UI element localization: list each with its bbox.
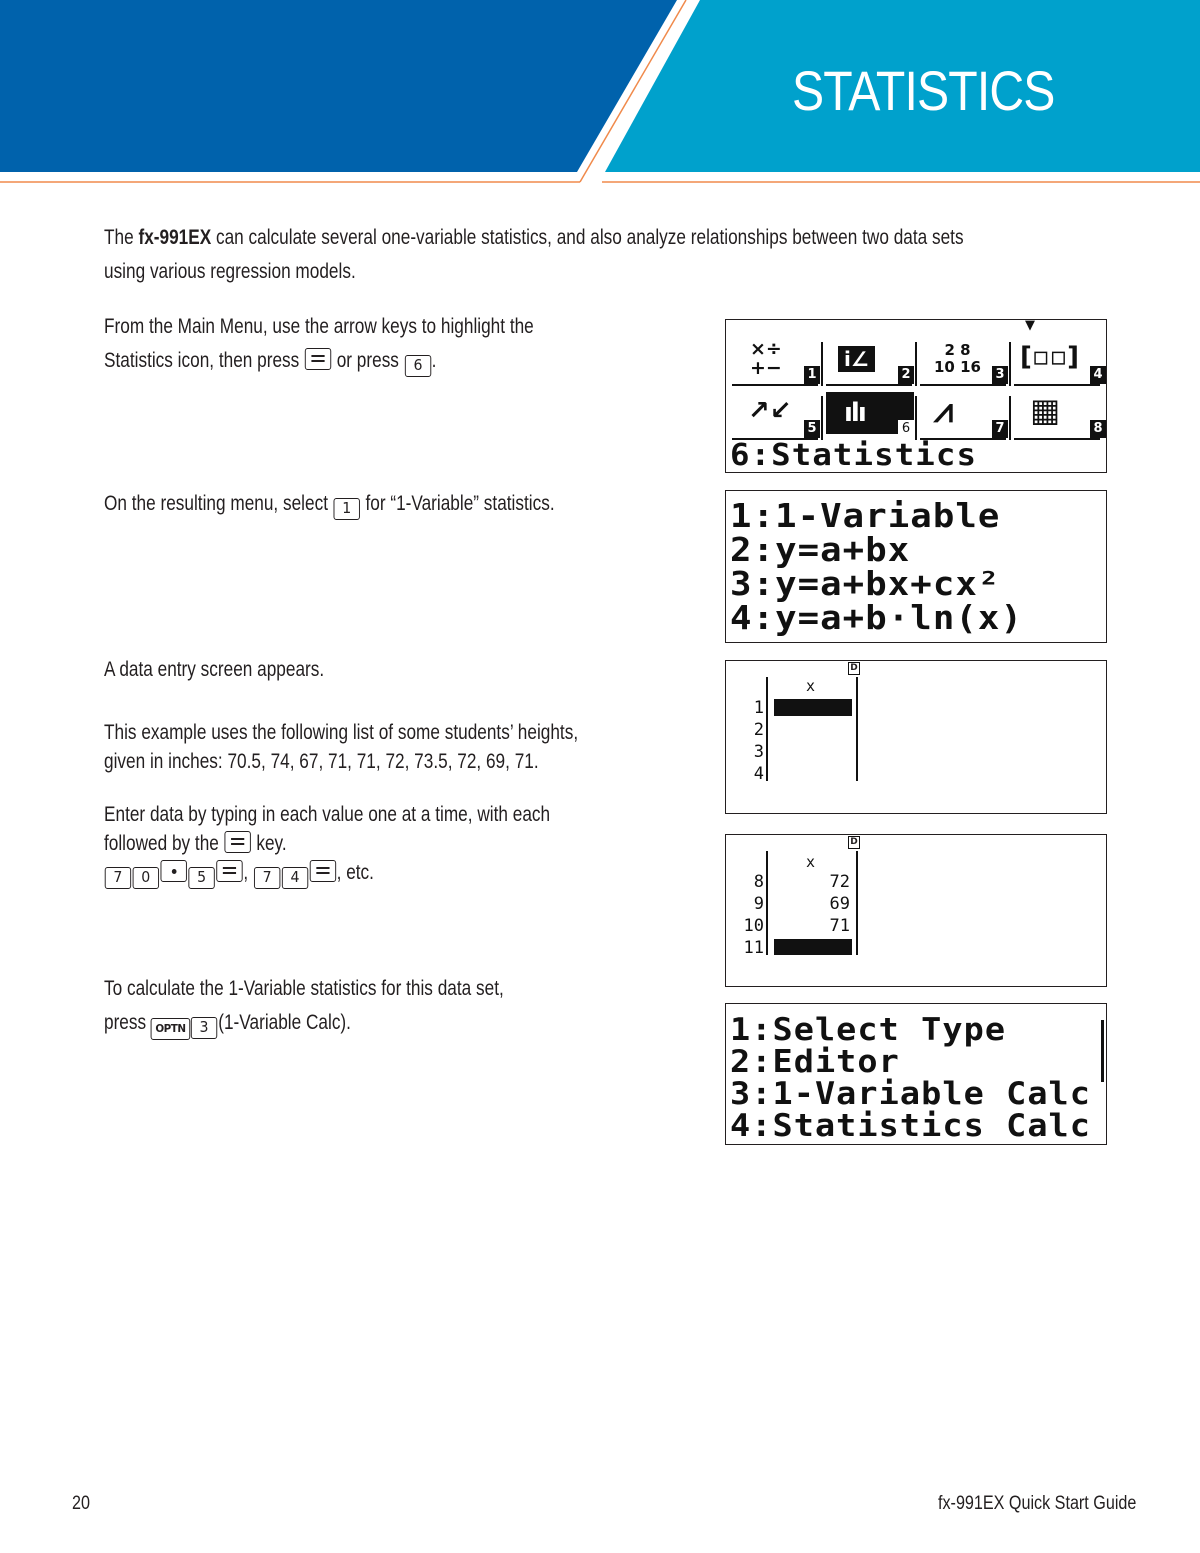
column-divider-line — [856, 677, 858, 781]
spreadsheet-icon: ▦ — [1030, 391, 1061, 429]
icon-separator — [821, 342, 823, 386]
step1-line2a: Statistics icon, then press — [104, 349, 300, 372]
row-number: 11 — [743, 938, 764, 958]
column-header-x: x — [806, 677, 816, 695]
row-number: 4 — [753, 764, 764, 784]
key-0-icon: 0 — [133, 867, 159, 889]
column-header-x: x — [806, 853, 816, 871]
key-4-icon: 4 — [282, 867, 308, 889]
guide-title: fx-991EX Quick Start Guide — [938, 1493, 1137, 1514]
equals-key-icon — [309, 860, 335, 882]
icon-underline — [1014, 438, 1100, 440]
option-menu-item-4: 4:Statistics Calc — [730, 1108, 1092, 1144]
page-title: STATISTICS — [792, 59, 1055, 122]
step5-comma: , — [243, 861, 249, 884]
cell-value: 72 — [829, 872, 850, 892]
step1-text — [104, 310, 534, 378]
step5-line2b: key. — [256, 832, 287, 855]
key-7-icon: 7 — [254, 867, 280, 889]
vector-icon: ↗↙ — [748, 396, 792, 426]
calculate-icon: ×÷ +− — [750, 338, 782, 379]
row-divider-line — [766, 677, 768, 781]
screen-type-menu — [725, 490, 1107, 643]
screen-editor-filled — [725, 834, 1107, 987]
row-number: 2 — [753, 720, 764, 740]
equals-key-icon — [216, 860, 242, 882]
row-number: 8 — [753, 872, 764, 892]
key-5-icon: 5 — [188, 867, 214, 889]
row-number: 9 — [753, 894, 764, 914]
icon-separator — [821, 396, 823, 440]
type-menu-item-4: 4:y=a+b·ln(x) — [730, 598, 1023, 637]
screen-main-menu — [725, 319, 1107, 473]
data-badge-icon: D — [848, 836, 860, 849]
step2-b: for “1-Variable” statistics. — [365, 492, 555, 515]
model-name: fx-991EX — [138, 226, 212, 249]
cell-cursor — [774, 699, 852, 716]
step6-line2b: (1-Variable Calc). — [218, 1011, 351, 1034]
row-divider-line — [766, 851, 768, 955]
icon-separator — [915, 342, 917, 386]
column-divider-line — [856, 851, 858, 955]
icon-number-4: 4 — [1090, 366, 1106, 384]
icon-underline — [732, 384, 818, 386]
icon-number-6: 6 — [898, 420, 914, 438]
decimal-key-icon — [160, 860, 186, 882]
step4-line2: given in inches: 70.5, 74, 67, 71, 71, 72, 73.5, 72, 69, 71. — [104, 750, 539, 773]
key-6-icon: 6 — [404, 355, 430, 377]
icon-separator — [915, 396, 917, 440]
equals-key-icon — [305, 348, 331, 370]
step5-text — [104, 800, 550, 889]
scroll-down-icon: ▼ — [1025, 319, 1035, 333]
scrollbar — [1101, 1020, 1104, 1082]
step4-text — [104, 718, 578, 776]
type-menu-item-1: 1:1-Variable — [730, 496, 1001, 535]
cell-value: 71 — [829, 916, 850, 936]
intro-paragraph — [104, 221, 964, 289]
optn-key-icon: OPTN — [151, 1018, 191, 1040]
step1-line2b: or press — [336, 349, 399, 372]
option-menu-item-3: 3:1-Variable Calc — [730, 1076, 1092, 1112]
icon-number-5: 5 — [804, 420, 820, 438]
icon-number-2: 2 — [898, 366, 914, 384]
matrix-icon: [▫▫] — [1020, 342, 1080, 372]
page-number: 20 — [72, 1493, 90, 1514]
option-menu-item-2: 2:Editor — [730, 1044, 900, 1080]
type-menu-item-2: 2:y=a+bx — [730, 530, 911, 569]
step2-text — [104, 487, 555, 521]
screen-option-menu — [725, 1003, 1107, 1145]
step6-line1: To calculate the 1-Variable statistics for this data set, — [104, 977, 504, 1000]
row-number: 10 — [743, 916, 764, 936]
base-n-icon: 2 8 10 16 — [934, 341, 981, 376]
icon-separator — [1009, 342, 1011, 386]
icon-underline — [1014, 384, 1100, 386]
key-7-icon: 7 — [105, 867, 131, 889]
step1-line1: From the Main Menu, use the arrow keys to highlight the — [104, 315, 534, 338]
icon-number-1: 1 — [804, 366, 820, 384]
step1-end: . — [431, 349, 437, 372]
main-menu-caption: 6:Statistics — [730, 438, 978, 473]
step2-a: On the resulting menu, select — [104, 492, 328, 515]
icon-number-7: 7 — [992, 420, 1008, 438]
row-number: 1 — [753, 698, 764, 718]
step5-etc: , etc. — [336, 861, 374, 884]
icon-number-3: 3 — [992, 366, 1008, 384]
icon-underline — [920, 384, 1006, 386]
screen-editor-empty — [725, 660, 1107, 814]
option-menu-item-1: 1:Select Type — [730, 1012, 1007, 1048]
intro-text-line2: using various regression models. — [104, 260, 356, 283]
distribution-icon: ⩘ — [934, 391, 954, 431]
cell-cursor — [774, 939, 852, 955]
type-menu-item-3: 3:y=a+bx+cx² — [730, 564, 1001, 603]
icon-separator — [1009, 396, 1011, 440]
step3-text: A data entry screen appears. — [104, 658, 325, 681]
step5-line1: Enter data by typing in each value one at a time, with each — [104, 803, 551, 826]
intro-text-before: The — [104, 226, 139, 249]
step5-line2a: followed by the — [104, 832, 219, 855]
complex-icon: i∠ — [838, 346, 875, 372]
header-banner — [0, 0, 1200, 190]
key-3-icon: 3 — [191, 1017, 217, 1039]
row-number: 3 — [753, 742, 764, 762]
icon-underline — [826, 384, 912, 386]
intro-text-after: can calculate several one-variable statistics, and also analyze relationships between two data sets — [211, 226, 964, 249]
equals-key-icon — [224, 831, 250, 853]
step6-line2a: press — [104, 1011, 147, 1034]
cell-value: 69 — [829, 894, 850, 914]
statistics-icon: ılı — [844, 398, 865, 428]
key-1-icon: 1 — [334, 498, 360, 520]
step4-line1: This example uses the following list of some students’ heights, — [104, 721, 579, 744]
icon-number-8: 8 — [1090, 420, 1106, 438]
step6-text — [104, 972, 504, 1040]
data-badge-icon: D — [848, 662, 860, 675]
